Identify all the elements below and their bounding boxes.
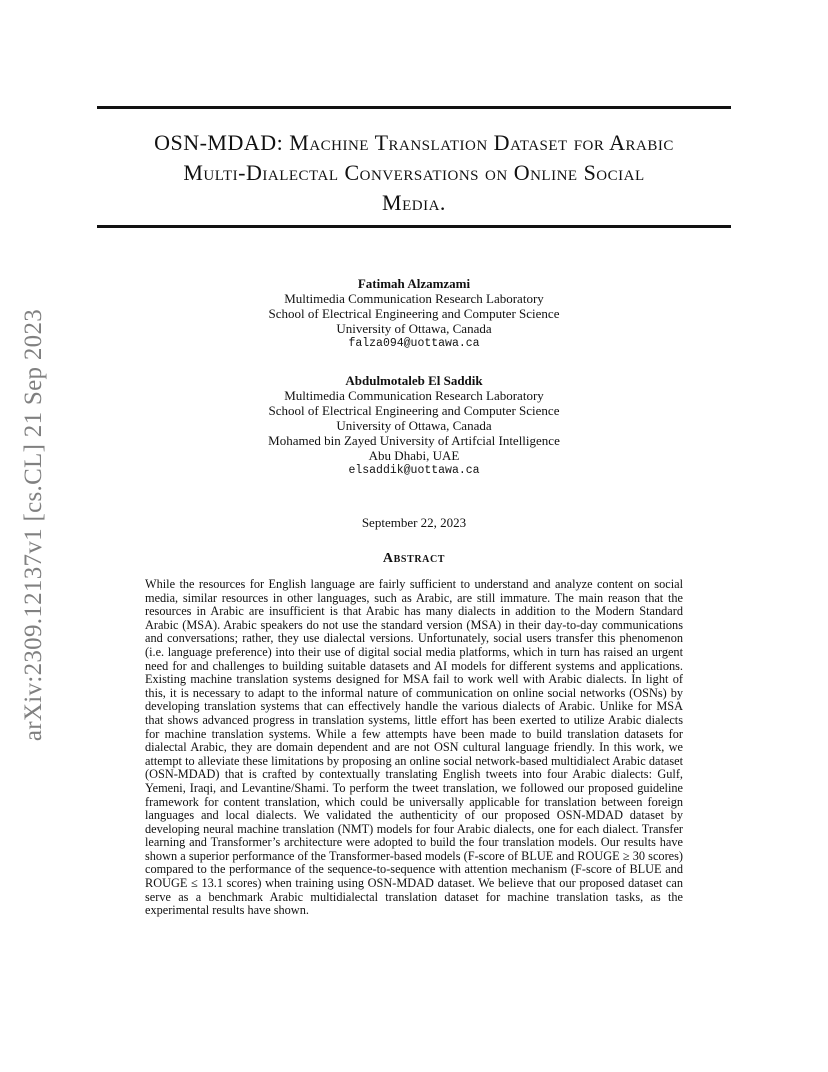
author-affiliation-line: School of Electrical Engineering and Computer Science (268, 306, 560, 321)
paper-title-line-1: OSN-MDAD: Machine Translation Dataset for Arabic (154, 130, 674, 155)
paper-title-line-2: Multi-Dialectal Conversations on Online Social (183, 160, 645, 185)
author-affiliation-line: Abu Dhabi, UAE (368, 448, 460, 463)
arxiv-identifier-stamp: arXiv:2309.12137v1 [cs.CL] 21 Sep 2023 (20, 308, 47, 742)
abstract-heading: Abstract (382, 551, 446, 566)
publication-date: September 22, 2023 (361, 515, 467, 530)
author-affiliation-line: School of Electrical Engineering and Computer Science (268, 403, 560, 418)
title-bottom-rule (97, 225, 731, 228)
author-affiliation-line: University of Ottawa, Canada (336, 321, 492, 336)
abstract-body: While the resources for English language are fairly sufficient to understand and analyze content on social media, similar resources in other languages, such as Arabic, are still immature. The main reason that the resources in Arabic are insufficient is that Arabic has many dialects in addition to the Modern Standard Arabic (MSA). Arabic speakers do not use the standard version (MSA) in their day-to-day communications and conversations; rather, they use dialectal versions. Unfortunately, social users transfer this phenomenon (i.e. language preference) into their use of digital social media platforms, which in turn has raised an urgent need for and challenges to building suitable datasets and AI models for different systems and applications. Existing machine translation systems designed for MSA fail to work well with Arabic dialects. In light of this, it is necessary to adapt to the informal nature of communication on online social networks (OSNs) by developing translation systems that can effectively handle the various dialects of Arabic. Unlike for MSA that shows advanced progress in translation systems, little effort has been exerted to utilize Arabic dialects for machine translation systems. While a few attempts have been made to build translation datasets for dialectal Arabic, they are domain dependent and are not OSN cultural language friendly. In this work, we attempt to alleviate these limitations by proposing an online social network-based multidialect Arabic dataset (OSN-MDAD) that is crafted by contextually translating English tweets into four Arabic dialects: Gulf, Yemeni, Iraqi, and Levantine/Shami. To perform the tweet translation, we followed our proposed guideline framework for content translation, which could be universally applicable for translation between foreign languages and local dialects. We validated the authenticity of our proposed OSN-MDAD dataset by developing neural machine translation (NMT) models for four Arabic dialects, one for each dialect. Transfer learning and Transformer’s architecture were adopted to build the four translation models. Our results have shown a superior performance of the Transformer-based models (F-score of BLUE and ROUGE ≥ 30 scores) compared to the performance of the sequence-to-sequence with attention mechanism (F-score of BLUE and ROUGE ≤ 13.1 scores) when training using OSN-MDAD dataset. We believe that our proposed dataset can serve as a benchmark Arabic multidialectal translation dataset for machine translation tasks, as the experimental results have shown. (145, 577, 683, 918)
author-name: Abdulmotaleb El Saddik (345, 373, 483, 388)
paper-title-line-3: Media. (382, 190, 446, 215)
author-affiliation-line: Multimedia Communication Research Laboratory (284, 388, 544, 403)
author-email-link[interactable]: elsaddik@uottawa.ca (348, 464, 480, 477)
author-affiliation-line: University of Ottawa, Canada (336, 418, 492, 433)
author-affiliation-line: Multimedia Communication Research Laboratory (284, 291, 544, 306)
paper-title (97, 128, 731, 218)
author-affiliation-line: Mohamed bin Zayed University of Artifcial Intelligence (268, 433, 560, 448)
author-list (0, 276, 828, 500)
author-name: Fatimah Alzamzami (357, 276, 471, 291)
author-block (0, 276, 828, 351)
title-top-rule (97, 106, 731, 109)
author-block (0, 373, 828, 478)
author-email-link[interactable]: falza094@uottawa.ca (348, 337, 480, 350)
